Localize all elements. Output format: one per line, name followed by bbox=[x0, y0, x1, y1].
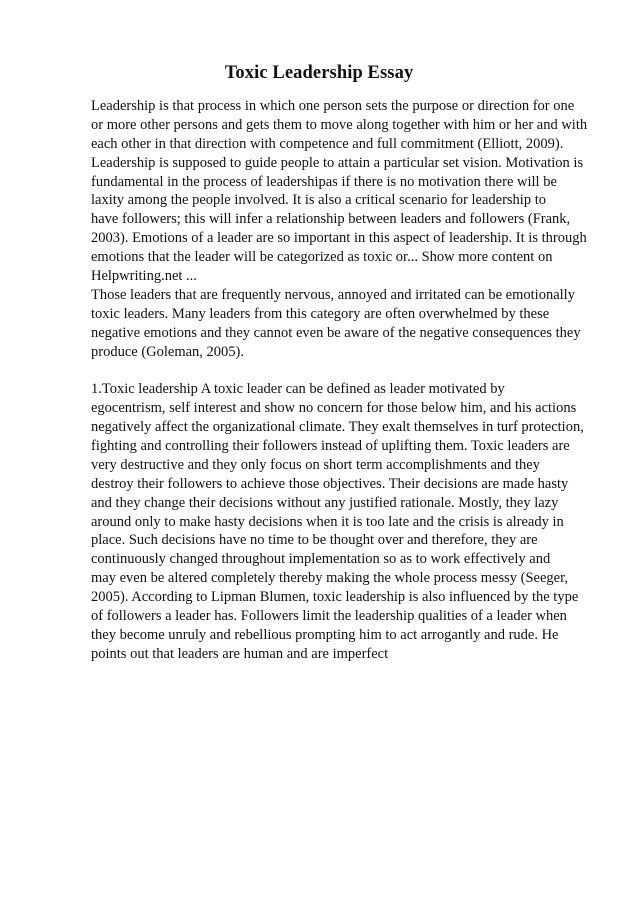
text-line: and they change their decisions without any justified rationale. Mostly, they lazy bbox=[91, 494, 559, 511]
text-line: Helpwriting.net ... bbox=[91, 268, 197, 285]
text-line: destroy their followers to achieve those objectives. Their decisions are made hasty bbox=[91, 475, 569, 492]
text-line: emotions that the leader will be categorized as toxic or... Show more content on bbox=[91, 249, 553, 266]
text-line: fighting and controlling their followers instead of uplifting them. Toxic leaders are bbox=[91, 438, 570, 455]
text-line: egocentrism, self interest and show no concern for those below him, and his actions bbox=[91, 400, 577, 417]
text-line: very destructive and they only focus on short term accomplishments and they bbox=[91, 456, 540, 473]
text-line: toxic leaders. Many leaders from this category are often overwhelmed by these bbox=[91, 305, 550, 322]
text-line: may even be altered completely thereby making the whole process messy (Seeger, bbox=[91, 570, 568, 587]
paragraph-toxic-leadership bbox=[91, 380, 601, 663]
paragraph-emotional-toxicity bbox=[91, 286, 601, 362]
text-line: 2005). According to Lipman Blumen, toxic leadership is also influenced by the type bbox=[91, 589, 579, 606]
text-line: Leadership is that process in which one person sets the purpose or direction for one bbox=[91, 98, 575, 114]
text-line: around only to make hasty decisions when it is too late and the crisis is already in bbox=[91, 513, 564, 530]
text-line: they become unruly and rebellious prompting him to act arrogantly and rude. He bbox=[91, 626, 559, 643]
text-line: laxity among the people involved. It is also a critical scenario for leadership to bbox=[91, 192, 546, 209]
document-title: Toxic Leadership Essay bbox=[224, 63, 414, 83]
text-line: Leadership is supposed to guide people to attain a particular set vision. Motivation is bbox=[91, 154, 584, 171]
text-line: negatively affect the organizational climate. They exalt themselves in turf protection, bbox=[91, 419, 584, 436]
text-line: 2003). Emotions of a leader are so important in this aspect of leadership. It is through bbox=[91, 230, 587, 247]
text-line: points out that leaders are human and are imperfect bbox=[91, 645, 389, 662]
text-line: have followers; this will infer a relationship between leaders and followers (Frank, bbox=[91, 211, 571, 228]
text-line: or more other persons and gets them to move along together with him or her and with bbox=[91, 116, 588, 133]
text-line: produce (Goleman, 2005). bbox=[91, 343, 245, 360]
paragraph-spacer bbox=[91, 361, 601, 380]
text-line: of followers a leader has. Followers limit the leadership qualities of a leader when bbox=[91, 608, 567, 625]
text-line: place. Such decisions have no time to be thought over and therefore, they are bbox=[91, 532, 538, 549]
text-line: continuously changed throughout implementation so as to work effectively and bbox=[91, 551, 551, 568]
document-body bbox=[91, 97, 601, 664]
text-line: Those leaders that are frequently nervous, annoyed and irritated can be emotionally bbox=[91, 286, 575, 303]
text-line: fundamental in the process of leadershipas if there is no motivation there will be bbox=[91, 173, 557, 190]
paragraph-intro bbox=[91, 97, 601, 286]
text-line: negative emotions and they cannot even be aware of the negative consequences they bbox=[91, 324, 581, 341]
text-line: 1.Toxic leadership A toxic leader can be defined as leader motivated by bbox=[91, 381, 505, 398]
text-line: each other in that direction with competence and full commitment (Elliott, 2009). bbox=[91, 135, 564, 152]
